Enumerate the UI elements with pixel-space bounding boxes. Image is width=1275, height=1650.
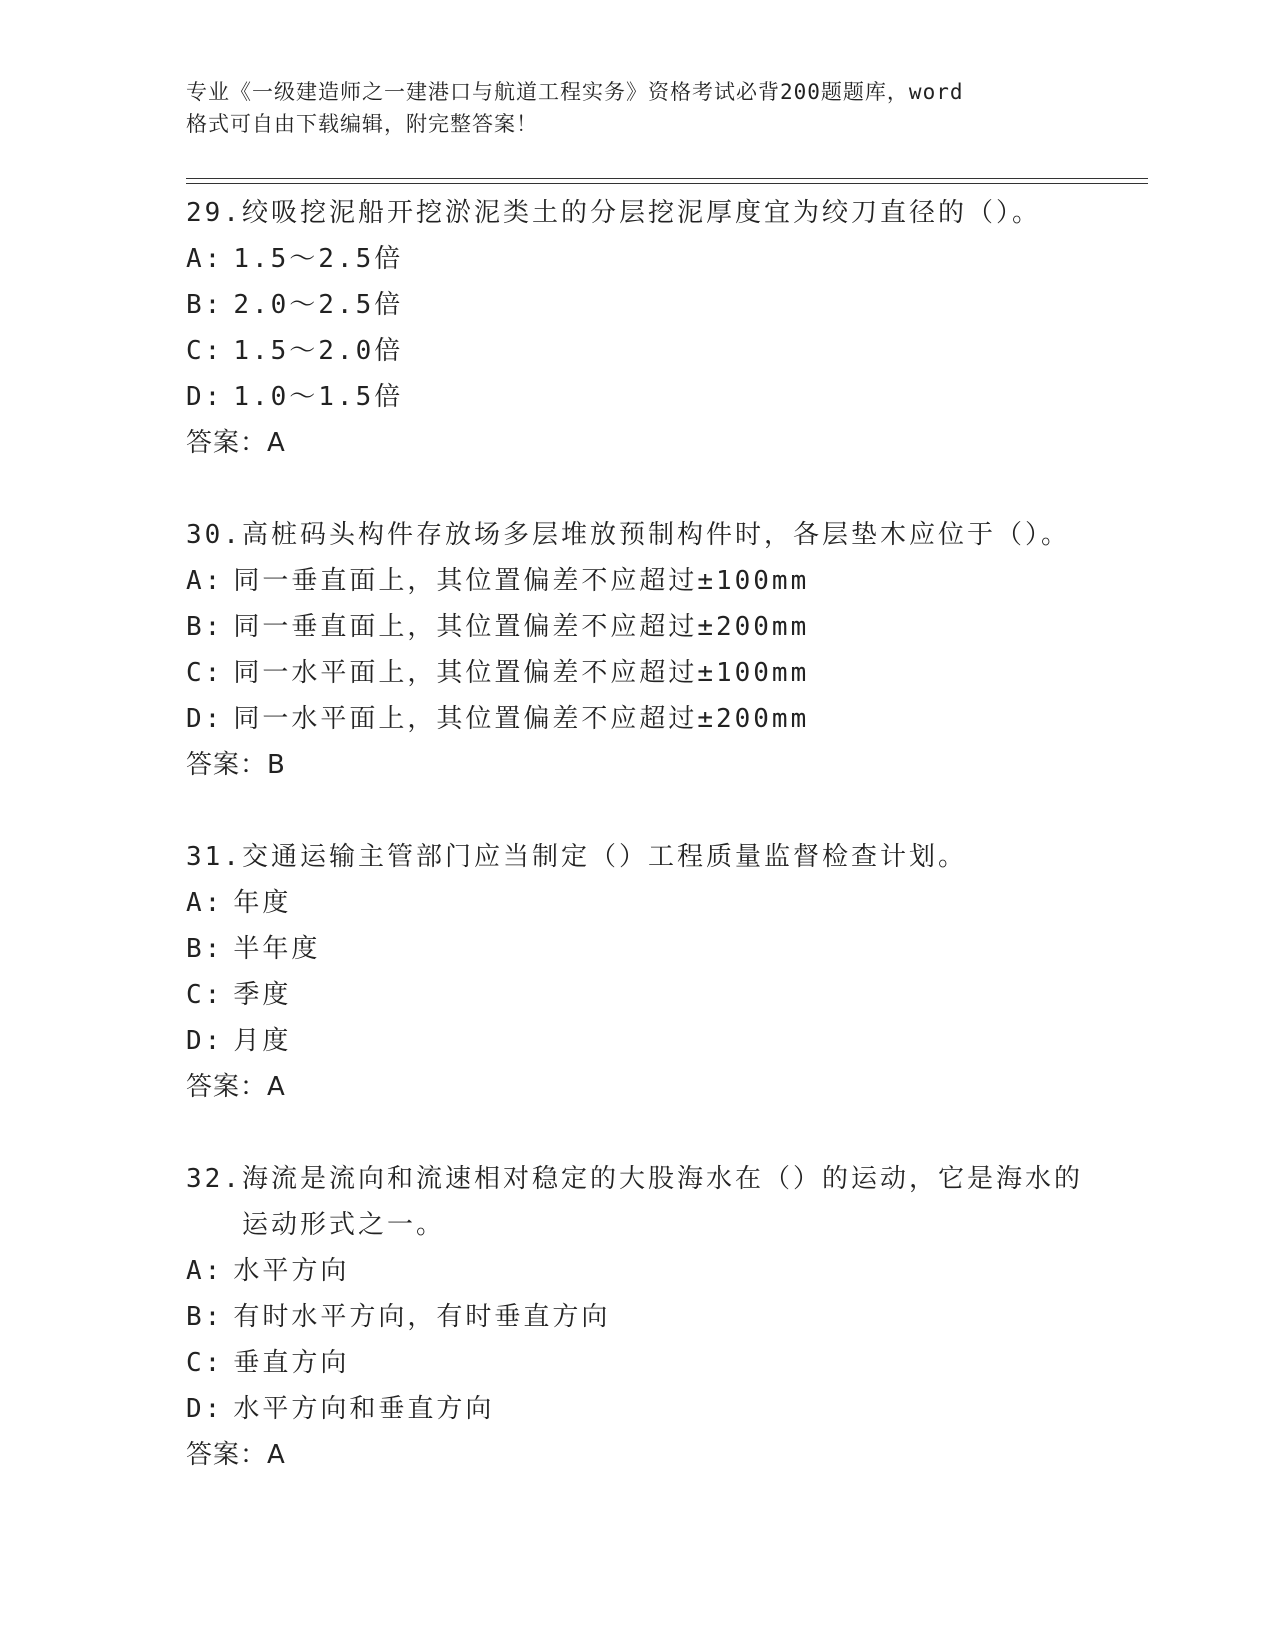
question-text: 海流是流向和流速相对稳定的大股海水在（）的运动，它是海水的运动形式之一。 (241, 1164, 1083, 1240)
option-label: B: (186, 612, 224, 642)
question-30 (186, 512, 1086, 788)
header-line-2: 格式可自由下载编辑，附完整答案！ (186, 112, 538, 136)
question-text: 交通运输主管部门应当制定（）工程质量监督检查计划。 (241, 842, 967, 872)
header-divider-top (186, 178, 1148, 179)
option-label: A: (186, 244, 224, 274)
option-b (186, 604, 1086, 650)
answer: 答案：A (186, 1440, 286, 1470)
answer: 答案：A (186, 428, 286, 458)
option-label: C: (186, 336, 224, 366)
option-label: B: (186, 290, 224, 320)
option-text: 水平方向 (233, 1256, 350, 1286)
question-number: 29. (186, 198, 242, 228)
question-29 (186, 190, 1086, 466)
question-text: 高桩码头构件存放场多层堆放预制构件时，各层垫木应位于（）。 (241, 520, 1070, 550)
question-stem (186, 834, 1086, 880)
option-label: A: (186, 888, 224, 918)
option-text: 2.0～2.5倍 (233, 290, 404, 320)
option-a (186, 558, 1086, 604)
option-b (186, 1294, 1086, 1340)
question-31 (186, 834, 1086, 1110)
option-text: 同一垂直面上，其位置偏差不应超过±100mm (233, 566, 810, 596)
option-text: 1.5～2.5倍 (233, 244, 404, 274)
question-number: 30. (186, 520, 242, 550)
option-b (186, 926, 1086, 972)
option-label: C: (186, 980, 224, 1010)
option-label: B: (186, 934, 224, 964)
option-c (186, 1340, 1086, 1386)
option-a (186, 236, 1086, 282)
question-stem (186, 190, 1086, 236)
option-text: 同一垂直面上，其位置偏差不应超过±200mm (233, 612, 810, 642)
document-header (186, 76, 1066, 140)
option-c (186, 972, 1086, 1018)
option-text: 同一水平面上，其位置偏差不应超过±100mm (233, 658, 810, 688)
question-text: 绞吸挖泥船开挖淤泥类土的分层挖泥厚度宜为绞刀直径的（）。 (241, 198, 1041, 228)
option-text: 1.5～2.0倍 (233, 336, 404, 366)
option-text: 季度 (233, 980, 292, 1010)
option-label: D: (186, 1394, 224, 1424)
option-label: C: (186, 1348, 224, 1378)
option-label: D: (186, 1026, 224, 1056)
header-line-1: 专业《一级建造师之一建港口与航道工程实务》资格考试必背200题题库，word (186, 80, 964, 104)
option-text: 有时水平方向，有时垂直方向 (233, 1302, 611, 1332)
option-d (186, 696, 1086, 742)
option-d (186, 1386, 1086, 1432)
option-text: 1.0～1.5倍 (233, 382, 404, 412)
option-text: 水平方向和垂直方向 (233, 1394, 495, 1424)
option-d (186, 1018, 1086, 1064)
option-label: B: (186, 1302, 224, 1332)
question-stem (186, 1156, 1086, 1248)
question-number: 32. (186, 1164, 242, 1194)
option-text: 年度 (233, 888, 292, 918)
option-a (186, 880, 1086, 926)
option-c (186, 650, 1086, 696)
option-text: 同一水平面上，其位置偏差不应超过±200mm (233, 704, 810, 734)
option-c (186, 328, 1086, 374)
question-number: 31. (186, 842, 242, 872)
option-d (186, 374, 1086, 420)
option-label: D: (186, 704, 224, 734)
option-label: A: (186, 566, 224, 596)
option-text: 半年度 (233, 934, 321, 964)
option-label: C: (186, 658, 224, 688)
question-list (186, 190, 1086, 1524)
option-text: 月度 (233, 1026, 292, 1056)
answer: 答案：A (186, 1072, 286, 1102)
option-b (186, 282, 1086, 328)
option-label: A: (186, 1256, 224, 1286)
question-stem (186, 512, 1086, 558)
option-label: D: (186, 382, 224, 412)
option-text: 垂直方向 (233, 1348, 350, 1378)
question-32 (186, 1156, 1086, 1478)
option-a (186, 1248, 1086, 1294)
answer: 答案：B (186, 750, 286, 780)
header-divider-bottom (186, 183, 1148, 184)
